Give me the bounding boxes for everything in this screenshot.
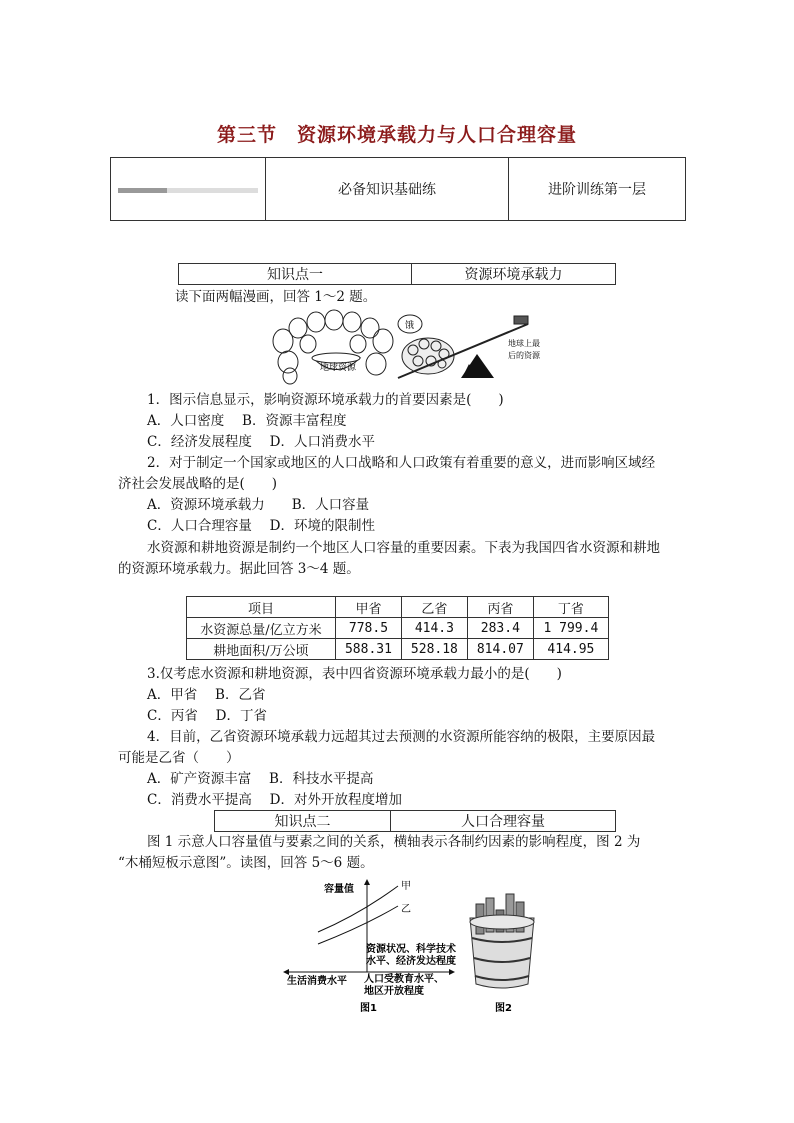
table-cell: 528.18 [401, 639, 467, 660]
section-header-table [110, 157, 686, 221]
fig1-line-a: 甲 [401, 881, 411, 892]
table-cell: 1 799.4 [533, 618, 608, 639]
last-resource-text-2: 后的资源 [508, 351, 540, 360]
page-title: 第三节 资源环境承载力与人口合理容量 [216, 124, 577, 146]
intro1: 读下面两幅漫画，回答 1～2 题。 [175, 289, 377, 305]
table-cell: 414.95 [533, 639, 608, 660]
q3-options-cd: C．丙省 D．丁省 [147, 708, 267, 724]
knowledge-point-1 [178, 263, 616, 285]
q3-stem: 3.仅考虑水资源和耕地资源，表中四省资源环境承载力最小的是( ) [147, 666, 562, 682]
table-row [187, 639, 609, 660]
table-cell: 778.5 [336, 618, 402, 639]
q2-stem-2: 济社会发展战略的是( ) [118, 476, 278, 492]
q4-stem-1: 4．目前，乙省资源环境承载力远超其过去预测的水资源所能容纳的极限，主要原因最 [147, 729, 656, 745]
q2-stem-1: 2．对于制定一个国家或地区的人口战略和人口政策有着重要的意义，进而影响区域经 [147, 455, 656, 471]
kp2-left: 知识点二 [215, 811, 391, 832]
progress-cell [111, 158, 266, 221]
intro2-1: 水资源和耕地资源是制约一个地区人口容量的重要因素。下表为我国四省水资源和耕地 [147, 540, 660, 556]
kp2-right: 人口合理容量 [391, 811, 616, 832]
intro3-1: 图 1 示意人口容量值与要素之间的关系，横轴表示各制约因素的影响程度，图 2 为 [147, 834, 641, 850]
q1-stem: 1．图示信息显示，影响资源环境承载力的首要因素是( ) [147, 392, 504, 408]
table-cell: 414.3 [401, 618, 467, 639]
header-col3: 进阶训练第一层 [509, 158, 686, 221]
progress-bar [118, 188, 258, 193]
fig1-note-3: 人口受教育水平、 [364, 974, 444, 985]
cartoon-illustration [268, 306, 558, 388]
table-cell: 耕地面积/万公顷 [187, 639, 336, 660]
knowledge-point-2 [214, 810, 616, 832]
table-cell: 283.4 [467, 618, 533, 639]
table-header: 乙省 [401, 597, 467, 618]
table-header: 丙省 [467, 597, 533, 618]
figure-2 [462, 892, 542, 1016]
table-header: 丁省 [533, 597, 608, 618]
intro3-2: “木桶短板示意图”。读图，回答 5～6 题。 [118, 855, 374, 871]
table-cell: 814.07 [467, 639, 533, 660]
bowl-text: 地球资源 [320, 363, 357, 373]
fig1-note-1: 资源状况、科学技术 [366, 944, 456, 955]
q4-options-cd: C．消费水平提高 D．对外开放程度增加 [147, 792, 402, 808]
fig1-xlabel: 生活消费水平 [287, 976, 347, 987]
table-cell: 588.31 [336, 639, 402, 660]
kp1-left: 知识点一 [179, 264, 412, 285]
q1-options-cd: C．经济发展程度 D．人口消费水平 [147, 434, 375, 450]
fig1-note-2: 水平、经济发达程度 [366, 956, 456, 967]
fig1-line-b: 乙 [401, 904, 411, 915]
figure-1 [280, 876, 460, 1016]
hungry-text: 饿 [405, 321, 415, 331]
q2-options-cd: C．人口合理容量 D．环境的限制性 [147, 518, 375, 534]
progress-fill [118, 188, 167, 193]
fig1-note-4: 地区开放程度 [364, 986, 424, 997]
table-row [187, 618, 609, 639]
table-cell: 水资源总量/亿立方米 [187, 618, 336, 639]
fig1-caption: 图1 [360, 1003, 377, 1014]
fig2-caption: 图2 [495, 1003, 512, 1014]
resource-table [186, 596, 609, 660]
q1-options-ab: A．人口密度 B．资源丰富程度 [147, 413, 347, 429]
table-header-row [187, 597, 609, 618]
q4-stem-2: 可能是乙省（ ） [118, 750, 240, 766]
fig1-ylabel: 容量值 [324, 884, 354, 895]
barrel-icon [470, 894, 534, 988]
q4-options-ab: A．矿产资源丰富 B．科技水平提高 [147, 771, 374, 787]
fulcrum-triangle [461, 354, 494, 378]
last-resource-text-1: 地球上最 [508, 339, 540, 348]
table-header: 甲省 [336, 597, 402, 618]
q3-options-ab: A．甲省 B．乙省 [147, 687, 266, 703]
header-col2: 必备知识基础练 [266, 158, 509, 221]
kp1-right: 资源环境承载力 [412, 264, 616, 285]
intro2-2: 的资源环境承载力。据此回答 3～4 题。 [118, 561, 360, 577]
table-header: 项目 [187, 597, 336, 618]
q2-options-ab: A．资源环境承载力 B．人口容量 [147, 497, 370, 513]
